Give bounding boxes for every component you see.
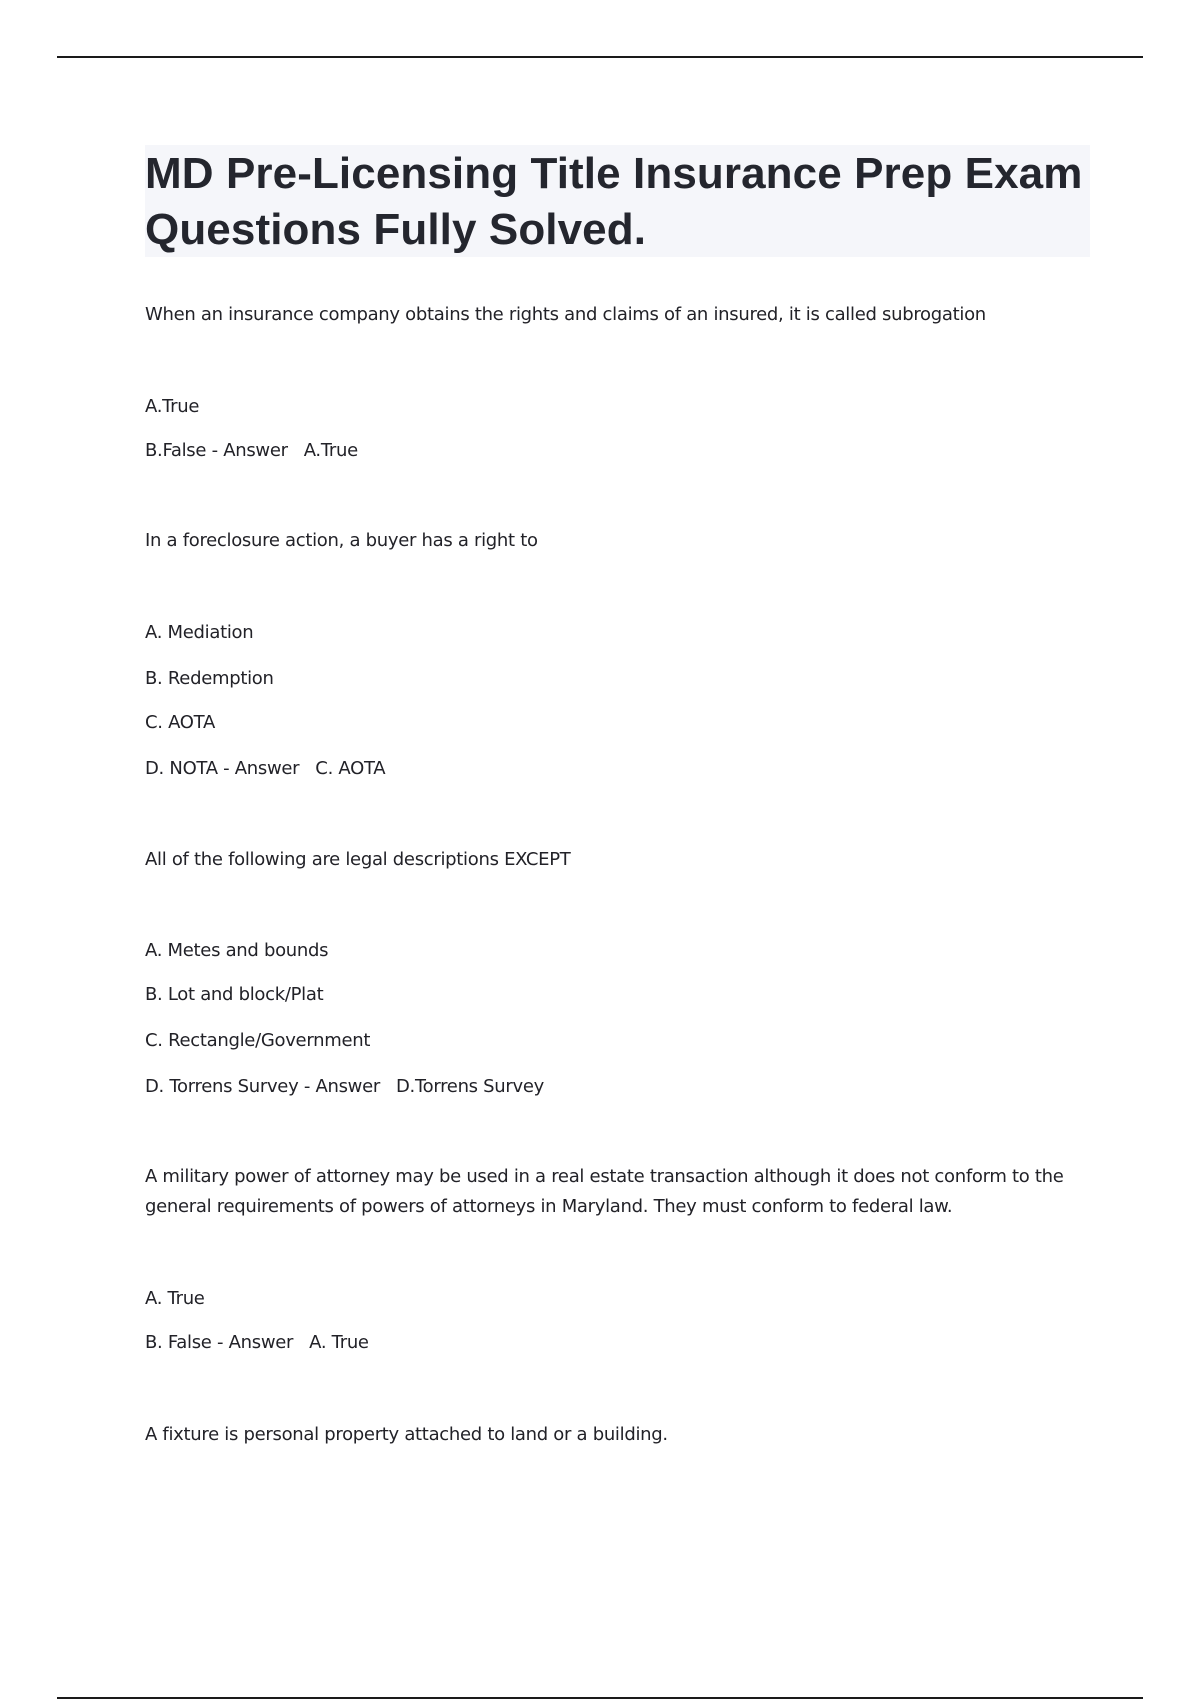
question-2-answer: C. AOTA: [315, 758, 386, 779]
question-2-option-d: [145, 754, 385, 784]
question-1-text: When an insurance company obtains the rights and claims of an insured, it is called subrogation: [145, 304, 986, 325]
option-label: B. False - Answer: [145, 1332, 294, 1353]
question-4-option-a: A. True: [145, 1288, 205, 1309]
option-label: D. Torrens Survey - Answer: [145, 1076, 380, 1097]
question-1-option-b: [145, 436, 358, 466]
question-2-text: In a foreclosure action, a buyer has a right to: [145, 530, 538, 551]
question-2-option-c: C. AOTA: [145, 712, 215, 733]
option-label: B.False - Answer: [145, 440, 288, 461]
question-1-answer: A.True: [303, 440, 358, 461]
question-3-option-d: [145, 1072, 544, 1102]
question-4-option-b: [145, 1328, 369, 1358]
question-3-option-a: A. Metes and bounds: [145, 940, 329, 961]
question-4-answer: A. True: [309, 1332, 369, 1353]
option-label: D. NOTA - Answer: [145, 758, 300, 779]
question-4-text: A military power of attorney may be used in a real estate transaction although it does not conform to the general requirements of powers of attorneys in Maryland. They must conform to federal law.: [145, 1166, 1064, 1217]
question-3-answer: D.Torrens Survey: [395, 1076, 544, 1097]
question-2-option-b: B. Redemption: [145, 668, 274, 689]
question-3-text: All of the following are legal descriptions EXCEPT: [145, 849, 571, 870]
bottom-rule: [57, 1697, 1143, 1699]
question-3-option-c: C. Rectangle/Government: [145, 1030, 371, 1051]
top-rule: [57, 56, 1143, 58]
question-3-option-b: B. Lot and block/Plat: [145, 984, 324, 1005]
question-2-option-a: A. Mediation: [145, 622, 254, 643]
page-title: MD Pre-Licensing Title Insurance Prep Exam Questions Fully Solved.: [145, 149, 1083, 254]
question-1-option-a: A.True: [145, 396, 200, 417]
question-5-text: A fixture is personal property attached to land or a building.: [145, 1424, 668, 1445]
